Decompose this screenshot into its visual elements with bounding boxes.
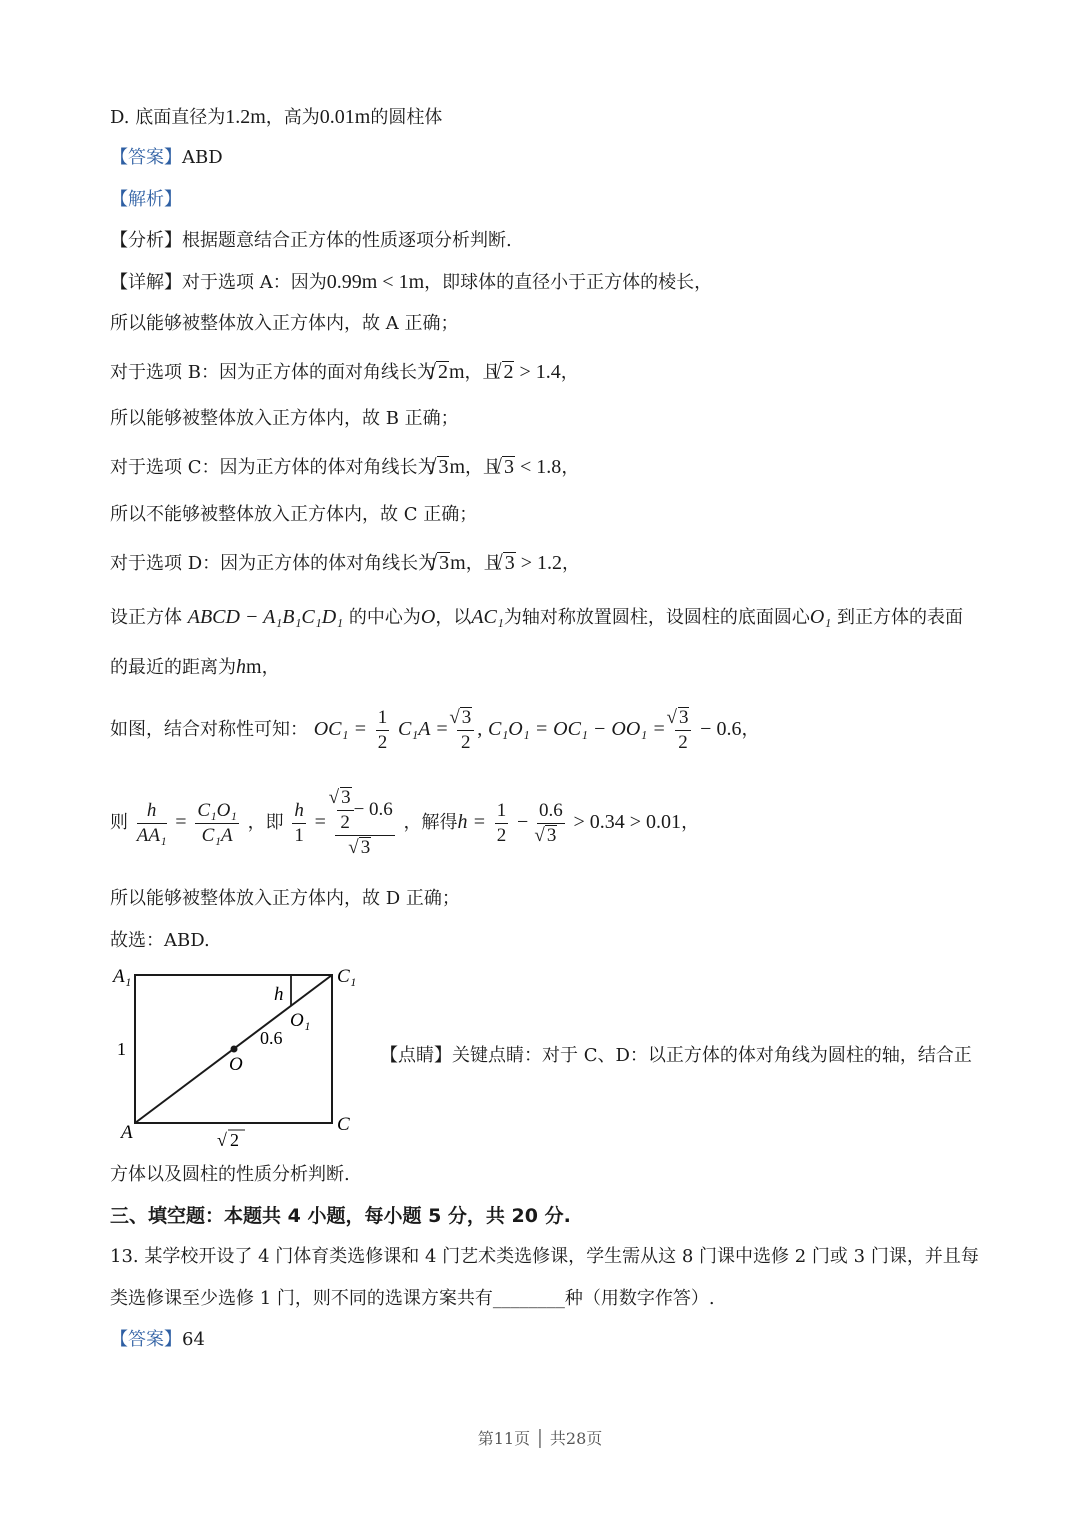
line-a2: 所以能够被整体放入正方体内，故 A 正确； — [110, 313, 459, 334]
label-sqrt2: 2 — [230, 1130, 239, 1150]
answer-line — [110, 145, 223, 171]
label-c1: C₁ — [337, 966, 357, 987]
line-therefore: 则 $\frac{h}{\text{AA₁}}$ = $\frac{\text{C₁O₁}}{\text{C₁A}}$ ，即 $\frac{h}{1}$ = √ $\frac{3}{2}$ − 0.6 √ 3 ，解得h = $\frac{1}{2}$ − 0.6 √ 3 > 0.34 > 0.01， — [110, 782, 699, 863]
xiangjie-line: 【详解】对于选项 A：因为0.99m < 1m，即球体的直径小于正方体的棱长， — [110, 271, 713, 293]
fraction-sqrt3-over-2: √ $\frac{3}{2}$ — [457, 706, 474, 755]
line-d2: 所以能够被整体放入正方体内，故 D 正确； — [110, 888, 460, 909]
question-13-line2: 类选修课至少选修 1 门，则不同的选课方案共有________种（用数字作答）. — [110, 1288, 715, 1309]
label-h: h — [274, 984, 284, 1005]
section-heading: 三、填空题：本题共 4 小题，每小题 5 分，共 20 分. — [110, 1205, 571, 1227]
line-set: 设正方体 ABCD − A₁B₁C₁D₁ 的中心为O，以AC₁为轴对称放置圆柱，设圆柱的底面圆心O₁ 到正方体的表面 — [110, 606, 963, 628]
label-0.6: 0.6 — [260, 1028, 283, 1048]
line-h: 的最近的距离为hm， — [110, 656, 280, 678]
answer-tag: 【答案】 — [110, 147, 182, 168]
line-c1: 对于选项 C：因为正方体的体对角线长为√ 3m，且√ 3 < 1.8， — [110, 454, 579, 481]
answer-blank: ________ — [492, 1288, 565, 1309]
label-1: 1 — [117, 1039, 126, 1059]
fenxi-line: 【分析】根据题意结合正方体的性质逐项分析判断. — [110, 230, 512, 251]
final-choice: 故选：ABD. — [110, 930, 210, 951]
answer-line-2: 【答案】64 — [110, 1329, 205, 1350]
answer-value: ABD — [182, 147, 223, 168]
line-symmetry: 如图，结合对称性可知： OC₁ = $\frac{1}{2}$ C₁A = √ $\frac{3}{2}$ , C₁O₁ = OC₁ − OO₁ = √ $\frac{3}{2}$ − 0.6， — [110, 702, 759, 757]
fraction-half: $\frac{1}{2}$ — [377, 706, 388, 753]
line-b1: 对于选项 B：因为正方体的面对角线长为√ 2m，且√ 2 > 1.4， — [110, 359, 579, 386]
dianjing-cont: 方体以及圆柱的性质分析判断. — [110, 1164, 350, 1185]
fraction-sqrt3-over-2b: √ $\frac{3}{2}$ — [675, 706, 692, 755]
dianjing-line: 【点睛】关键点睛：对于 C、D：以正方体的体对角线为圆柱的轴，结合正 — [380, 1045, 972, 1066]
line-b2: 所以能够被整体放入正方体内，故 B 正确； — [110, 408, 459, 429]
label-o1: O₁ — [290, 1010, 311, 1031]
analysis-label: 【解析】 — [110, 189, 182, 210]
compound-fraction: √ $\frac{3}{2}$ − 0.6 √ 3 — [335, 786, 395, 860]
label-c: C — [337, 1114, 350, 1135]
line-d1: 对于选项 D：因为正方体的体对角线长为√ 3m，且√ 3 > 1.2， — [110, 550, 580, 577]
sqrt-sign: √ — [217, 1130, 227, 1150]
page-footer: 第11页 │ 共28页 — [477, 1429, 603, 1448]
label-a: A — [121, 1122, 133, 1143]
option-d: D. 底面直径为1.2m，高为0.01m的圆柱体 — [110, 106, 443, 128]
question-13-line1: 13. 某学校开设了 4 门体育类选修课和 4 门艺术类选修课，学生需从这 8 门课中选修 2 门或 3 门课，并且每 — [110, 1246, 979, 1267]
cube-section-figure — [105, 960, 375, 1155]
label-a1: A₁ — [113, 966, 132, 987]
label-o: O — [229, 1054, 243, 1075]
line-c2: 所以不能够被整体放入正方体内，故 C 正确； — [110, 504, 478, 525]
center-point — [231, 1046, 238, 1053]
